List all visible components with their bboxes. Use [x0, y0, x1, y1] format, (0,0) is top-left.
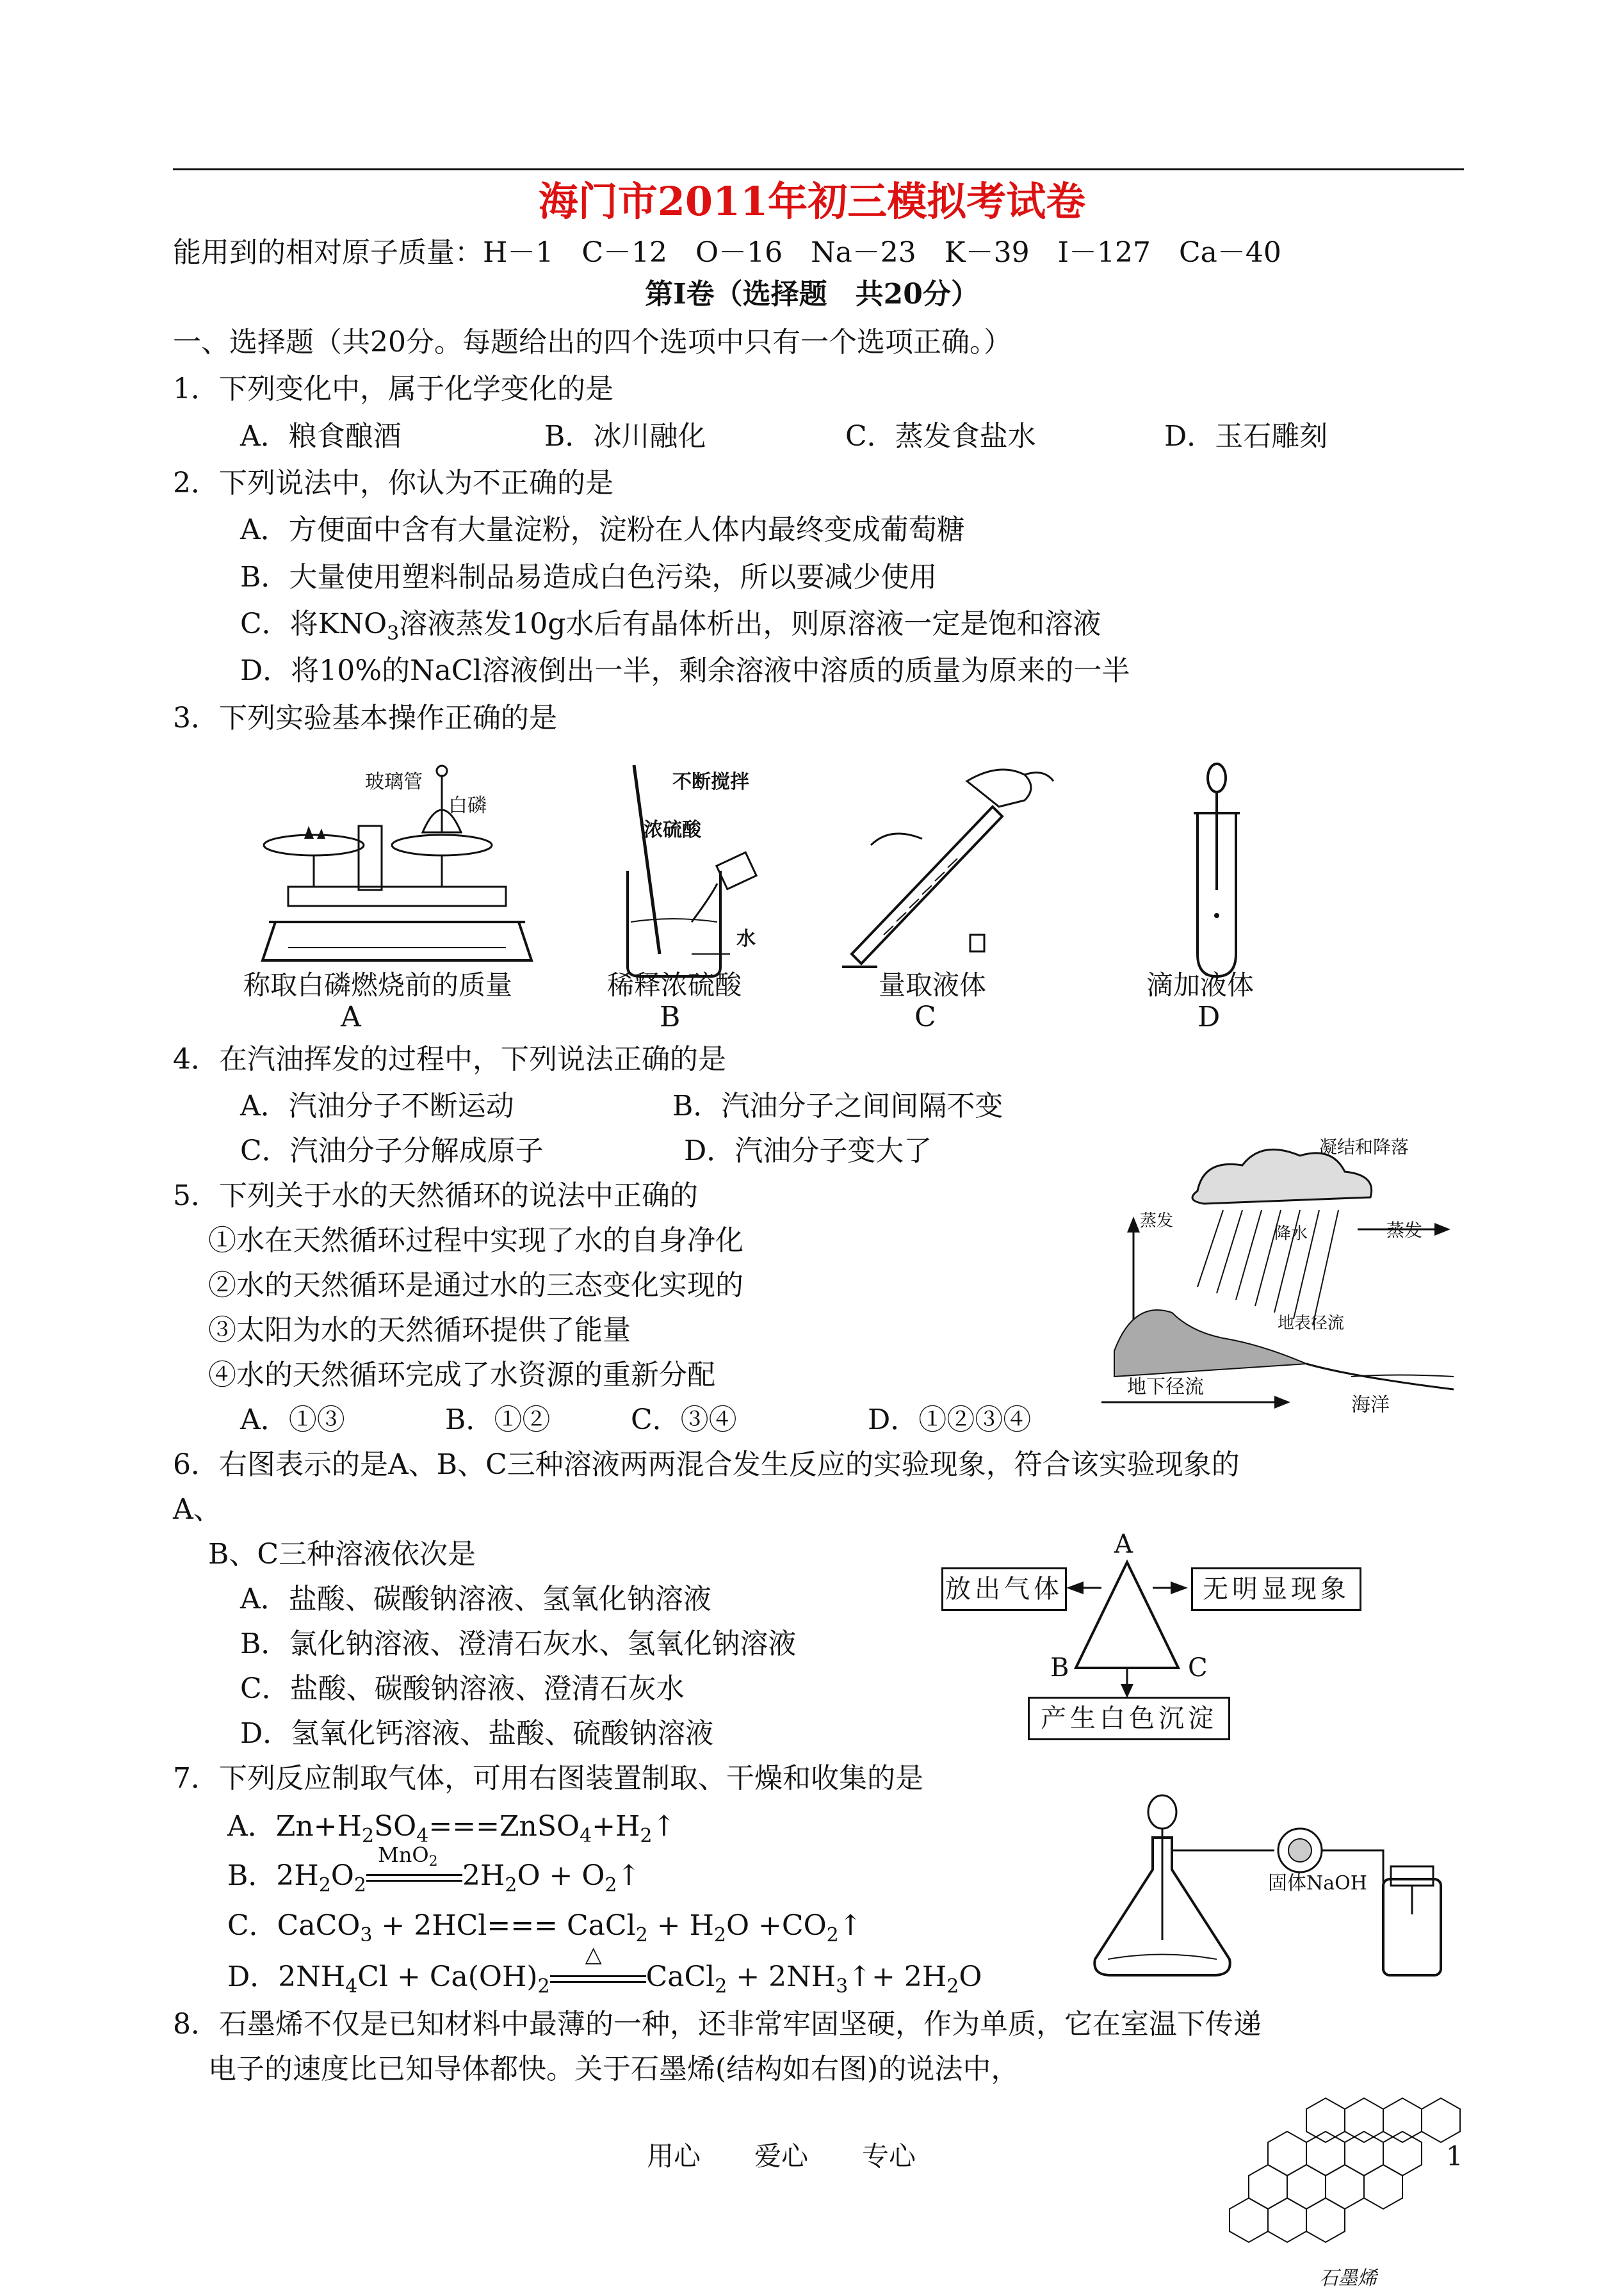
- q4-option-c: C．汽油分子分解成原子: [240, 1135, 544, 1167]
- fig-graphene-label: 石墨烯: [1319, 2267, 1377, 2290]
- q4-option-b: B．汽油分子之间间隔不变: [672, 1090, 1003, 1122]
- q6-option-a: A．盐酸、碳酸钠溶液、氢氧化钠溶液: [240, 1583, 711, 1615]
- page-number: 1: [1446, 2140, 1463, 2172]
- heat-condition: △: [550, 1966, 646, 1992]
- q5-statement-4: ④水的天然循环完成了水资源的重新分配: [208, 1359, 715, 1391]
- q7-option-d: D．$2NH_4Cl + Ca(OH)_2$ △ CaCl$_2$ + $2NH_3↑+ 2H_2O$: [227, 1941, 982, 1998]
- header-rule: [173, 168, 1464, 170]
- fig-c-letter: C: [914, 1001, 936, 1033]
- instructions: 一、选择题（共20分。每题给出的四个选项中只有一个选项正确。）: [173, 326, 1012, 359]
- section-title: 第Ⅰ卷（选择题 共20分）: [645, 278, 979, 311]
- q7-option-b: B．$2H_2O_2$ MnO2 $2H_2O$ + $O_2↑$: [227, 1842, 641, 1896]
- fig-a-glass-tube-label: 玻璃管: [365, 771, 423, 793]
- fig-b-sulfuric-acid-label: 浓硫酸: [644, 819, 701, 841]
- q4-option-a: A．汽油分子不断运动: [240, 1090, 514, 1122]
- fig-b-caption: 稀释浓硫酸: [607, 969, 742, 1001]
- q6-option-c: C．盐酸、碳酸钠溶液、澄清石灰水: [240, 1672, 685, 1705]
- fig-vertex-a: A: [1114, 1530, 1133, 1559]
- q6-option-b: B．氯化钠溶液、澄清石灰水、氢氧化钠溶液: [240, 1628, 797, 1660]
- q5-statement-2: ②水的天然循环是通过水的三态变化实现的: [208, 1269, 743, 1302]
- fig-surface-runoff-label: 地表径流: [1278, 1314, 1345, 1333]
- q5-option-c: C．③④: [631, 1403, 737, 1436]
- fig-b-water-label: 水: [736, 928, 756, 950]
- q6-stem-line3: B、C三种溶液依次是: [208, 1538, 476, 1571]
- atomic-masses: 能用到的相对原子质量：H－1 C－12 O－16 Na－23 K－39 I－127 Ca－40: [173, 236, 1281, 269]
- fig-evaporation-left-label: 蒸发: [1140, 1211, 1174, 1231]
- q7-stem: 7．下列反应制取气体，可用右图装置制取、干燥和收集的是: [173, 1762, 923, 1795]
- q5-stem: 5．下列关于水的天然循环的说法中正确的: [173, 1179, 698, 1212]
- q8-line2: 电子的速度比已知导体都快。关于石墨烯(结构如右图)的说法中，: [208, 2053, 1019, 2085]
- q7-option-a: A．$Zn+H_2SO_4===ZnSO_4+H_2↑$: [227, 1810, 676, 1847]
- q2-option-c: C．将$KNO_3$溶液蒸发10g水后有晶体析出，则原溶液一定是饱和溶液: [240, 608, 1101, 645]
- fig-a-white-phosphorus-label: 白磷: [448, 795, 487, 817]
- q6-stem-line2: A、: [173, 1493, 222, 1526]
- fig-ocean-label: 海洋: [1351, 1394, 1390, 1416]
- fig-d-caption: 滴加液体: [1146, 969, 1255, 1001]
- box-white-precipitate: 产生白色沉淀: [1028, 1697, 1230, 1740]
- catalyst-condition: MnO2: [366, 1865, 462, 1891]
- q8-line1: 8．石墨烯不仅是已知材料中最薄的一种，还非常牢固坚硬，作为单质，它在室温下传递: [173, 2008, 1262, 2041]
- q2-option-a: A．方便面中含有大量淀粉，淀粉在人体内最终变成葡萄糖: [240, 513, 965, 546]
- q5-statement-1: ①水在天然循环过程中实现了水的自身净化: [208, 1224, 743, 1257]
- q7-option-c: C．CaCO$_3$ + 2HCl=== CaCl$_2$ + $H_2O$ $+CO_2↑$: [227, 1909, 863, 1946]
- q4-stem: 4．在汽油挥发的过程中，下列说法正确的是: [173, 1043, 726, 1076]
- graphene-figure: [1204, 2081, 1473, 2273]
- q2-stem: 2．下列说法中，你认为不正确的是: [173, 467, 613, 499]
- fig-b-stir-label: 不断搅拌: [672, 771, 749, 793]
- fig-solid-naoh-label: 固体NaOH: [1268, 1872, 1367, 1895]
- q2-option-b: B．大量使用塑料制品易造成白色污染，所以要减少使用: [240, 561, 938, 594]
- q1-option-d: D．玉石雕刻: [1164, 420, 1328, 453]
- fig-vertex-c: C: [1188, 1653, 1208, 1683]
- fig-b-letter: B: [660, 1001, 681, 1033]
- exam-title: 海门市2011年初三模拟考试卷: [538, 178, 1086, 225]
- fig-c-caption: 量取液体: [879, 969, 987, 1001]
- q5-option-a: A．①③: [240, 1403, 345, 1436]
- box-gas-released: 放出气体: [941, 1567, 1067, 1611]
- q1-option-b: B．冰川融化: [544, 420, 706, 453]
- q2-option-d: D．将10%的NaCl溶液倒出一半，剩余溶液中溶质的质量为原来的一半: [240, 654, 1130, 687]
- q5-option-d: D．①②③④: [868, 1403, 1032, 1436]
- fig-underground-runoff-label: 地下径流: [1127, 1376, 1204, 1398]
- q6-option-d: D．氢氧化钙溶液、盐酸、硫酸钠溶液: [240, 1717, 714, 1750]
- q3-stem: 3．下列实验基本操作正确的是: [173, 702, 557, 734]
- fig-evaporation-right-label: 蒸发: [1386, 1220, 1423, 1241]
- fig-d-letter: D: [1198, 1001, 1221, 1033]
- fig-a-caption: 称取白磷燃烧前的质量: [243, 969, 513, 1001]
- fig-a-letter: A: [341, 1001, 361, 1033]
- q5-option-b: B．①②: [445, 1403, 551, 1436]
- q4-option-d: D．汽油分子变大了: [684, 1135, 932, 1167]
- q1-stem: 1．下列变化中，属于化学变化的是: [173, 373, 613, 405]
- q1-option-c: C．蒸发食盐水: [845, 420, 1036, 453]
- q6-stem-line1: 6．右图表示的是A、B、C三种溶液两两混合发生反应的实验现象，符合该实验现象的: [173, 1448, 1240, 1481]
- q1-option-a: A．粮食酿酒: [240, 420, 402, 453]
- fig-vertex-b: B: [1050, 1653, 1069, 1683]
- q5-statement-3: ③太阳为水的天然循环提供了能量: [208, 1314, 631, 1346]
- fig-condensation-label: 凝结和降落: [1319, 1136, 1409, 1158]
- dropper-figure: [1178, 762, 1255, 980]
- box-no-visible-change: 无明显现象: [1191, 1567, 1361, 1611]
- footer-slogan: 用心 爱心 专心: [647, 2140, 916, 2172]
- measuring-figure: [832, 756, 1063, 973]
- fig-precipitation-label: 降水: [1274, 1224, 1308, 1243]
